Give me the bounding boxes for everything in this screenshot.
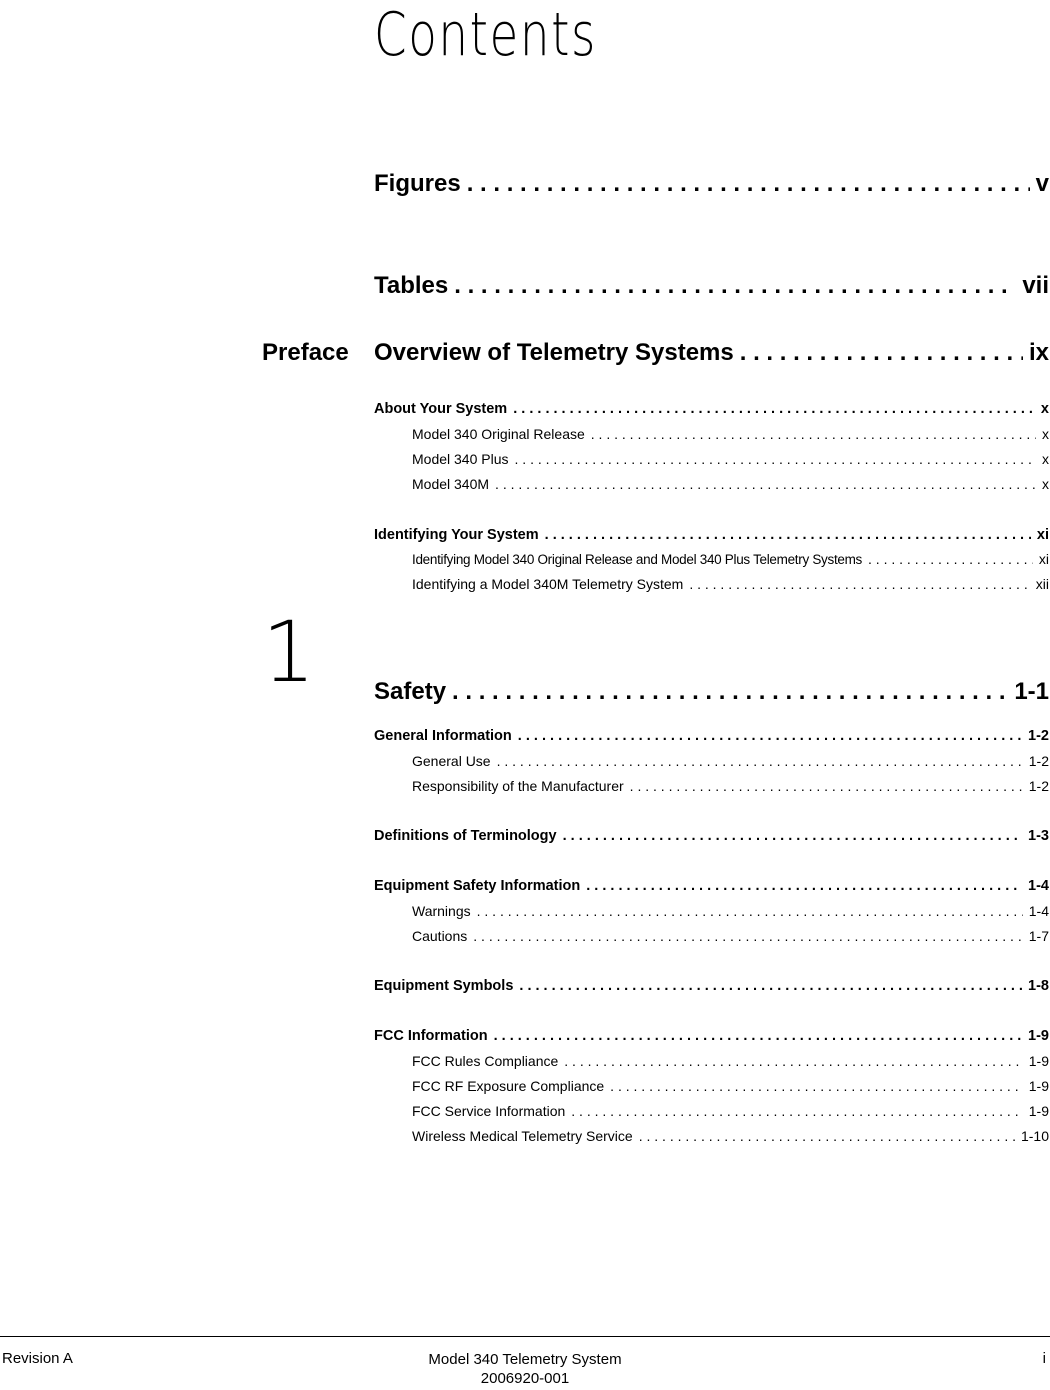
leader-dots (473, 928, 1023, 944)
footer-divider (0, 1336, 1050, 1337)
toc-subentry[interactable] (412, 1103, 1049, 1119)
toc-subentry[interactable] (412, 426, 1049, 442)
toc-subentry-page: 1-7 (1028, 928, 1049, 944)
toc-entry-identifying[interactable] (374, 527, 1049, 543)
leader-dots (586, 878, 1022, 894)
footer-part-number: 2006920-001 (480, 1370, 570, 1387)
toc-entry-page: vii (1022, 272, 1049, 299)
toc-subentry-page: 1-10 (1020, 1128, 1049, 1144)
preface-label: Preface (262, 339, 349, 366)
toc-subentry-page: xi (1038, 551, 1049, 567)
toc-entry-label: General Information (374, 728, 512, 744)
toc-subentry-label: FCC RF Exposure Compliance (412, 1078, 605, 1094)
toc-entry-about[interactable] (374, 401, 1049, 417)
toc-subentry[interactable] (412, 928, 1049, 944)
leader-dots (571, 1103, 1022, 1119)
toc-entry-label: Identifying Your System (374, 527, 539, 543)
toc-entry-page: xi (1036, 527, 1049, 543)
toc-subentry-page: 1-2 (1028, 753, 1049, 769)
toc-entry-tables[interactable] (374, 272, 1049, 300)
footer-product-name: Model 340 Telemetry System (428, 1351, 622, 1368)
toc-subentry[interactable] (412, 753, 1049, 769)
chapter-number: 1 (262, 603, 316, 701)
toc-subentry-page: x (1042, 476, 1049, 492)
leader-dots (740, 339, 1023, 367)
toc-entry-overview[interactable] (374, 339, 1049, 367)
toc-entry-equipment-symbols[interactable] (374, 978, 1049, 994)
toc-subentry-label: General Use (412, 753, 491, 769)
toc-entry-label: Equipment Symbols (374, 978, 514, 994)
leader-dots (868, 551, 1033, 567)
leader-dots (497, 753, 1023, 769)
toc-entry-label: Overview of Telemetry Systems (374, 339, 734, 366)
toc-subentry-page: x (1042, 451, 1049, 467)
toc-subentry-label: FCC Service Information (412, 1103, 566, 1119)
toc-subentry-label: Cautions (412, 928, 468, 944)
leader-dots (518, 728, 1022, 744)
toc-subentry[interactable] (412, 451, 1049, 467)
toc-entry-fcc-information[interactable] (374, 1028, 1049, 1044)
leader-dots (591, 426, 1036, 442)
toc-subentry-label: Identifying Model 340 Original Release and Model 340 Plus Telemetry Systems (412, 552, 863, 567)
toc-entry-label: About Your System (374, 401, 508, 417)
toc-entry-page: v (1035, 170, 1049, 197)
toc-entry-general-information[interactable] (374, 728, 1049, 744)
toc-subentry[interactable] (412, 576, 1049, 592)
toc-entry-safety[interactable] (374, 678, 1049, 706)
leader-dots (452, 678, 1008, 706)
toc-subentry[interactable] (412, 1078, 1049, 1094)
toc-subentry[interactable] (412, 551, 1049, 567)
toc-subentry-page: 1-4 (1028, 903, 1049, 919)
toc-subentry-label: Responsibility of the Manufacturer (412, 778, 624, 794)
leader-dots (610, 1078, 1023, 1094)
toc-entry-page: 1-9 (1028, 1028, 1049, 1044)
leader-dots (563, 828, 1022, 844)
leader-dots (515, 451, 1036, 467)
leader-dots (689, 576, 1029, 592)
leader-dots (564, 1053, 1022, 1069)
toc-subentry-label: Model 340M (412, 476, 490, 492)
leader-dots (454, 272, 1016, 300)
toc-entry-equipment-safety[interactable] (374, 878, 1049, 894)
toc-entry-label: Tables (374, 272, 449, 299)
leader-dots (477, 903, 1023, 919)
footer-page-number: i (1042, 1350, 1046, 1367)
footer-revision: Revision A (2, 1350, 73, 1367)
toc-subentry[interactable] (412, 1053, 1049, 1069)
toc-subentry-page: x (1042, 426, 1049, 442)
page-title: Contents (374, 0, 597, 70)
toc-entry-label: FCC Information (374, 1028, 488, 1044)
toc-subentry[interactable] (412, 778, 1049, 794)
toc-entry-figures[interactable] (374, 170, 1049, 198)
toc-entry-page: x (1040, 401, 1049, 417)
toc-entry-page: ix (1028, 339, 1049, 366)
toc-entry-page: 1-8 (1028, 978, 1049, 994)
footer-document-title (0, 1350, 1050, 1388)
toc-subentry[interactable] (412, 903, 1049, 919)
toc-subentry-label: Warnings (412, 903, 471, 919)
leader-dots (545, 527, 1031, 543)
toc-entry-label: Equipment Safety Information (374, 878, 581, 894)
toc-entry-page: 1-4 (1028, 878, 1049, 894)
leader-dots (467, 170, 1030, 198)
toc-entry-page: 1-1 (1014, 678, 1049, 705)
toc-entry-definitions[interactable] (374, 828, 1049, 844)
toc-subentry-label: Identifying a Model 340M Telemetry System (412, 576, 684, 592)
leader-dots (494, 1028, 1022, 1044)
toc-entry-page: 1-3 (1028, 828, 1049, 844)
leader-dots (495, 476, 1036, 492)
toc-subentry[interactable] (412, 476, 1049, 492)
toc-entry-label: Definitions of Terminology (374, 828, 557, 844)
toc-subentry-label: Wireless Medical Telemetry Service (412, 1128, 633, 1144)
toc-subentry-page: 1-9 (1028, 1078, 1049, 1094)
toc-subentry-page: 1-9 (1028, 1053, 1049, 1069)
toc-subentry-label: Model 340 Original Release (412, 426, 585, 442)
leader-dots (513, 401, 1035, 417)
toc-subentry-label: Model 340 Plus (412, 451, 509, 467)
leader-dots (639, 1128, 1015, 1144)
toc-entry-page: 1-2 (1028, 728, 1049, 744)
leader-dots (630, 778, 1023, 794)
toc-subentry-page: 1-9 (1028, 1103, 1049, 1119)
toc-subentry-page: xii (1035, 576, 1049, 592)
toc-subentry-page: 1-2 (1028, 778, 1049, 794)
toc-subentry[interactable] (412, 1128, 1049, 1144)
leader-dots (519, 978, 1022, 994)
toc-subentry-label: FCC Rules Compliance (412, 1053, 559, 1069)
toc-entry-label: Figures (374, 170, 461, 197)
toc-entry-label: Safety (374, 678, 447, 705)
